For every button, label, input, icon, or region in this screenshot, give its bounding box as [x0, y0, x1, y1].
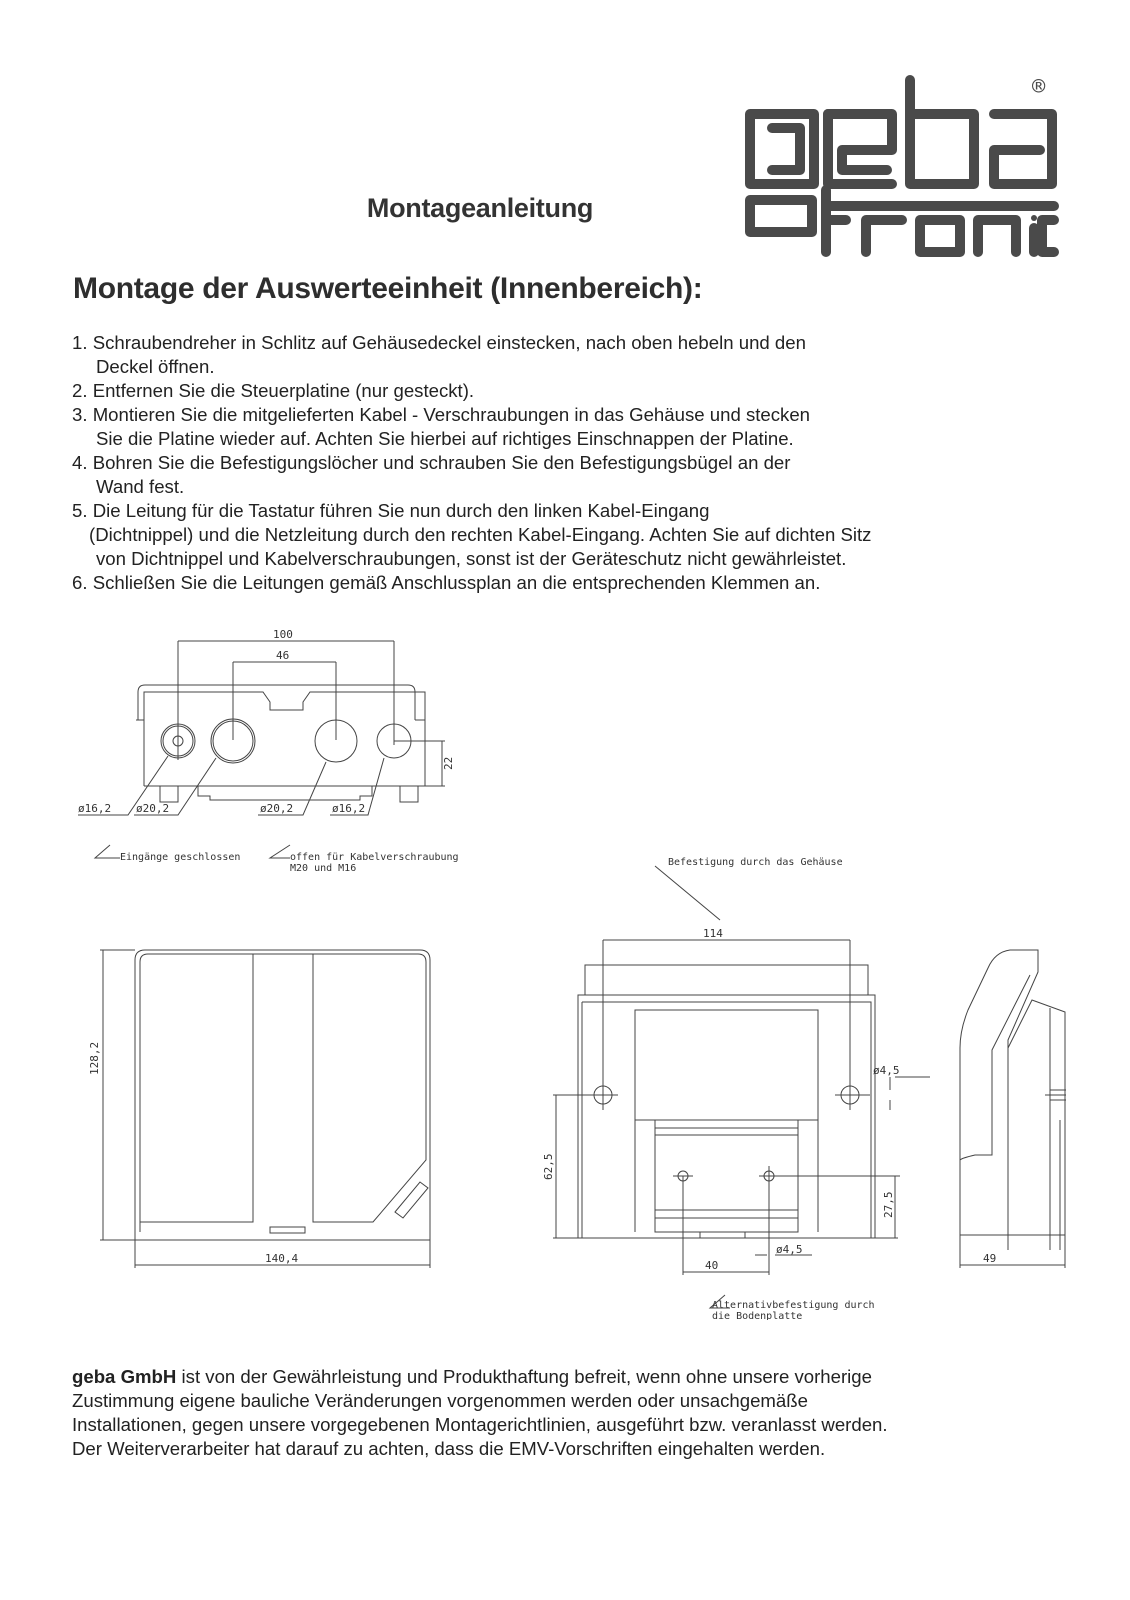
disclaimer-line-4: Der Weiterverarbeiter hat darauf zu achten, dass die EMV-Vorschriften eingehalten werden. — [72, 1438, 826, 1459]
drawing-note: offen für Kabelverschraubung — [290, 852, 459, 863]
bottom-view-drawing — [78, 641, 445, 858]
document-title: Montageanleitung — [366, 193, 594, 223]
step-number: 4. — [72, 452, 88, 473]
drawing-note: die Bodenplatte — [712, 1311, 803, 1320]
dimension-label: 128,2 — [88, 1041, 101, 1075]
step-text: Schraubendreher in Schlitz auf Gehäusedeckel einstecken, nach oben hebeln und den — [92, 332, 806, 353]
registered-mark: ® — [1032, 75, 1046, 100]
step-text: Wand fest. — [96, 476, 185, 497]
instruction-step-2 — [72, 379, 1052, 403]
step-text: (Dichtnippel) und die Netzleitung durch den rechten Kabel-Eingang. Achten Sie auf dichten Sitz — [89, 524, 872, 545]
step-text: Entfernen Sie die Steuerplatine (nur gesteckt). — [92, 380, 475, 401]
step-text: Schließen Sie die Leitungen gemäß Anschlussplan an die entsprechenden Klemmen an. — [92, 572, 821, 593]
instruction-step-1 — [72, 331, 1052, 379]
front-view-drawing — [100, 950, 430, 1268]
drawing-note: M20 und M16 — [290, 863, 357, 874]
step-text: Bohren Sie die Befestigungslöcher und schrauben Sie den Befestigungsbügel an der — [92, 452, 791, 473]
drawing-note: Befestigung durch das Gehäuse — [668, 857, 843, 868]
instruction-step-6 — [72, 571, 1052, 595]
step-text: Die Leitung für die Tastatur führen Sie nun durch den linken Kabel-Eingang — [92, 500, 710, 521]
company-name: geba GmbH — [72, 1366, 177, 1387]
step-text: Montieren Sie die mitgelieferten Kabel - Verschraubungen in das Gehäuse und stecken — [92, 404, 811, 425]
dimension-label: 22 — [442, 756, 455, 770]
section-title: Montage der Auswerteeinheit (Innenbereich): — [73, 272, 703, 305]
disclaimer-line-2: Zustimmung eigene bauliche Veränderungen vorgenommen werden oder unsachgemäße — [72, 1390, 808, 1411]
geba-tronic-logo — [742, 72, 1062, 260]
hole-diameter-label: ø4,5 — [873, 1064, 900, 1077]
hole-diameter-label: ø20,2 — [136, 802, 170, 815]
step-text: Deckel öffnen. — [96, 356, 215, 377]
instruction-step-5 — [72, 499, 1052, 571]
hole-diameter-label: ø16,2 — [332, 802, 366, 815]
dimension-label: 49 — [983, 1252, 997, 1265]
instruction-list — [72, 331, 1052, 595]
step-number: 2. — [72, 380, 88, 401]
dimension-label: 46 — [276, 649, 290, 662]
drawing-note: Alternativbefestigung durch — [712, 1300, 875, 1311]
step-text: von Dichtnippel und Kabelverschraubungen, sonst ist der Geräteschutz nicht gewährleistet. — [96, 548, 847, 569]
step-number: 1. — [72, 332, 88, 353]
step-number: 5. — [72, 500, 88, 521]
step-number: 3. — [72, 404, 88, 425]
disclaimer-text: ist von der Gewährleistung und Produkthaftung befreit, wenn ohne unsere vorherige — [176, 1366, 872, 1387]
instruction-step-3 — [72, 403, 1052, 451]
side-view-drawing — [960, 950, 1066, 1268]
dimension-label: 62,5 — [542, 1153, 555, 1180]
dimension-label: 114 — [703, 927, 723, 940]
back-view-drawing — [553, 866, 930, 1308]
dimension-label: 40 — [705, 1259, 719, 1272]
hole-diameter-label: ø20,2 — [260, 802, 294, 815]
dimension-label: 100 — [273, 628, 293, 641]
hole-diameter-label: ø4,5 — [776, 1243, 803, 1256]
disclaimer-line-1 — [72, 1365, 1062, 1389]
disclaimer-line-3: Installationen, gegen unsere vorgegebenen Montagerichtlinien, ausgeführt bzw. veranlasst werden. — [72, 1414, 888, 1435]
logo-graphic — [742, 72, 1062, 260]
instruction-step-4 — [72, 451, 1052, 499]
drawing-note: Eingänge geschlossen — [120, 852, 241, 863]
technical-drawings — [0, 600, 1130, 1320]
step-number: 6. — [72, 572, 88, 593]
disclaimer — [72, 1365, 1062, 1461]
hole-diameter-label: ø16,2 — [78, 802, 112, 815]
step-text: Sie die Platine wieder auf. Achten Sie hierbei auf richtiges Einschnappen der Platine. — [96, 428, 794, 449]
dimension-label: 140,4 — [265, 1252, 299, 1265]
dimension-label: 27,5 — [882, 1191, 895, 1218]
